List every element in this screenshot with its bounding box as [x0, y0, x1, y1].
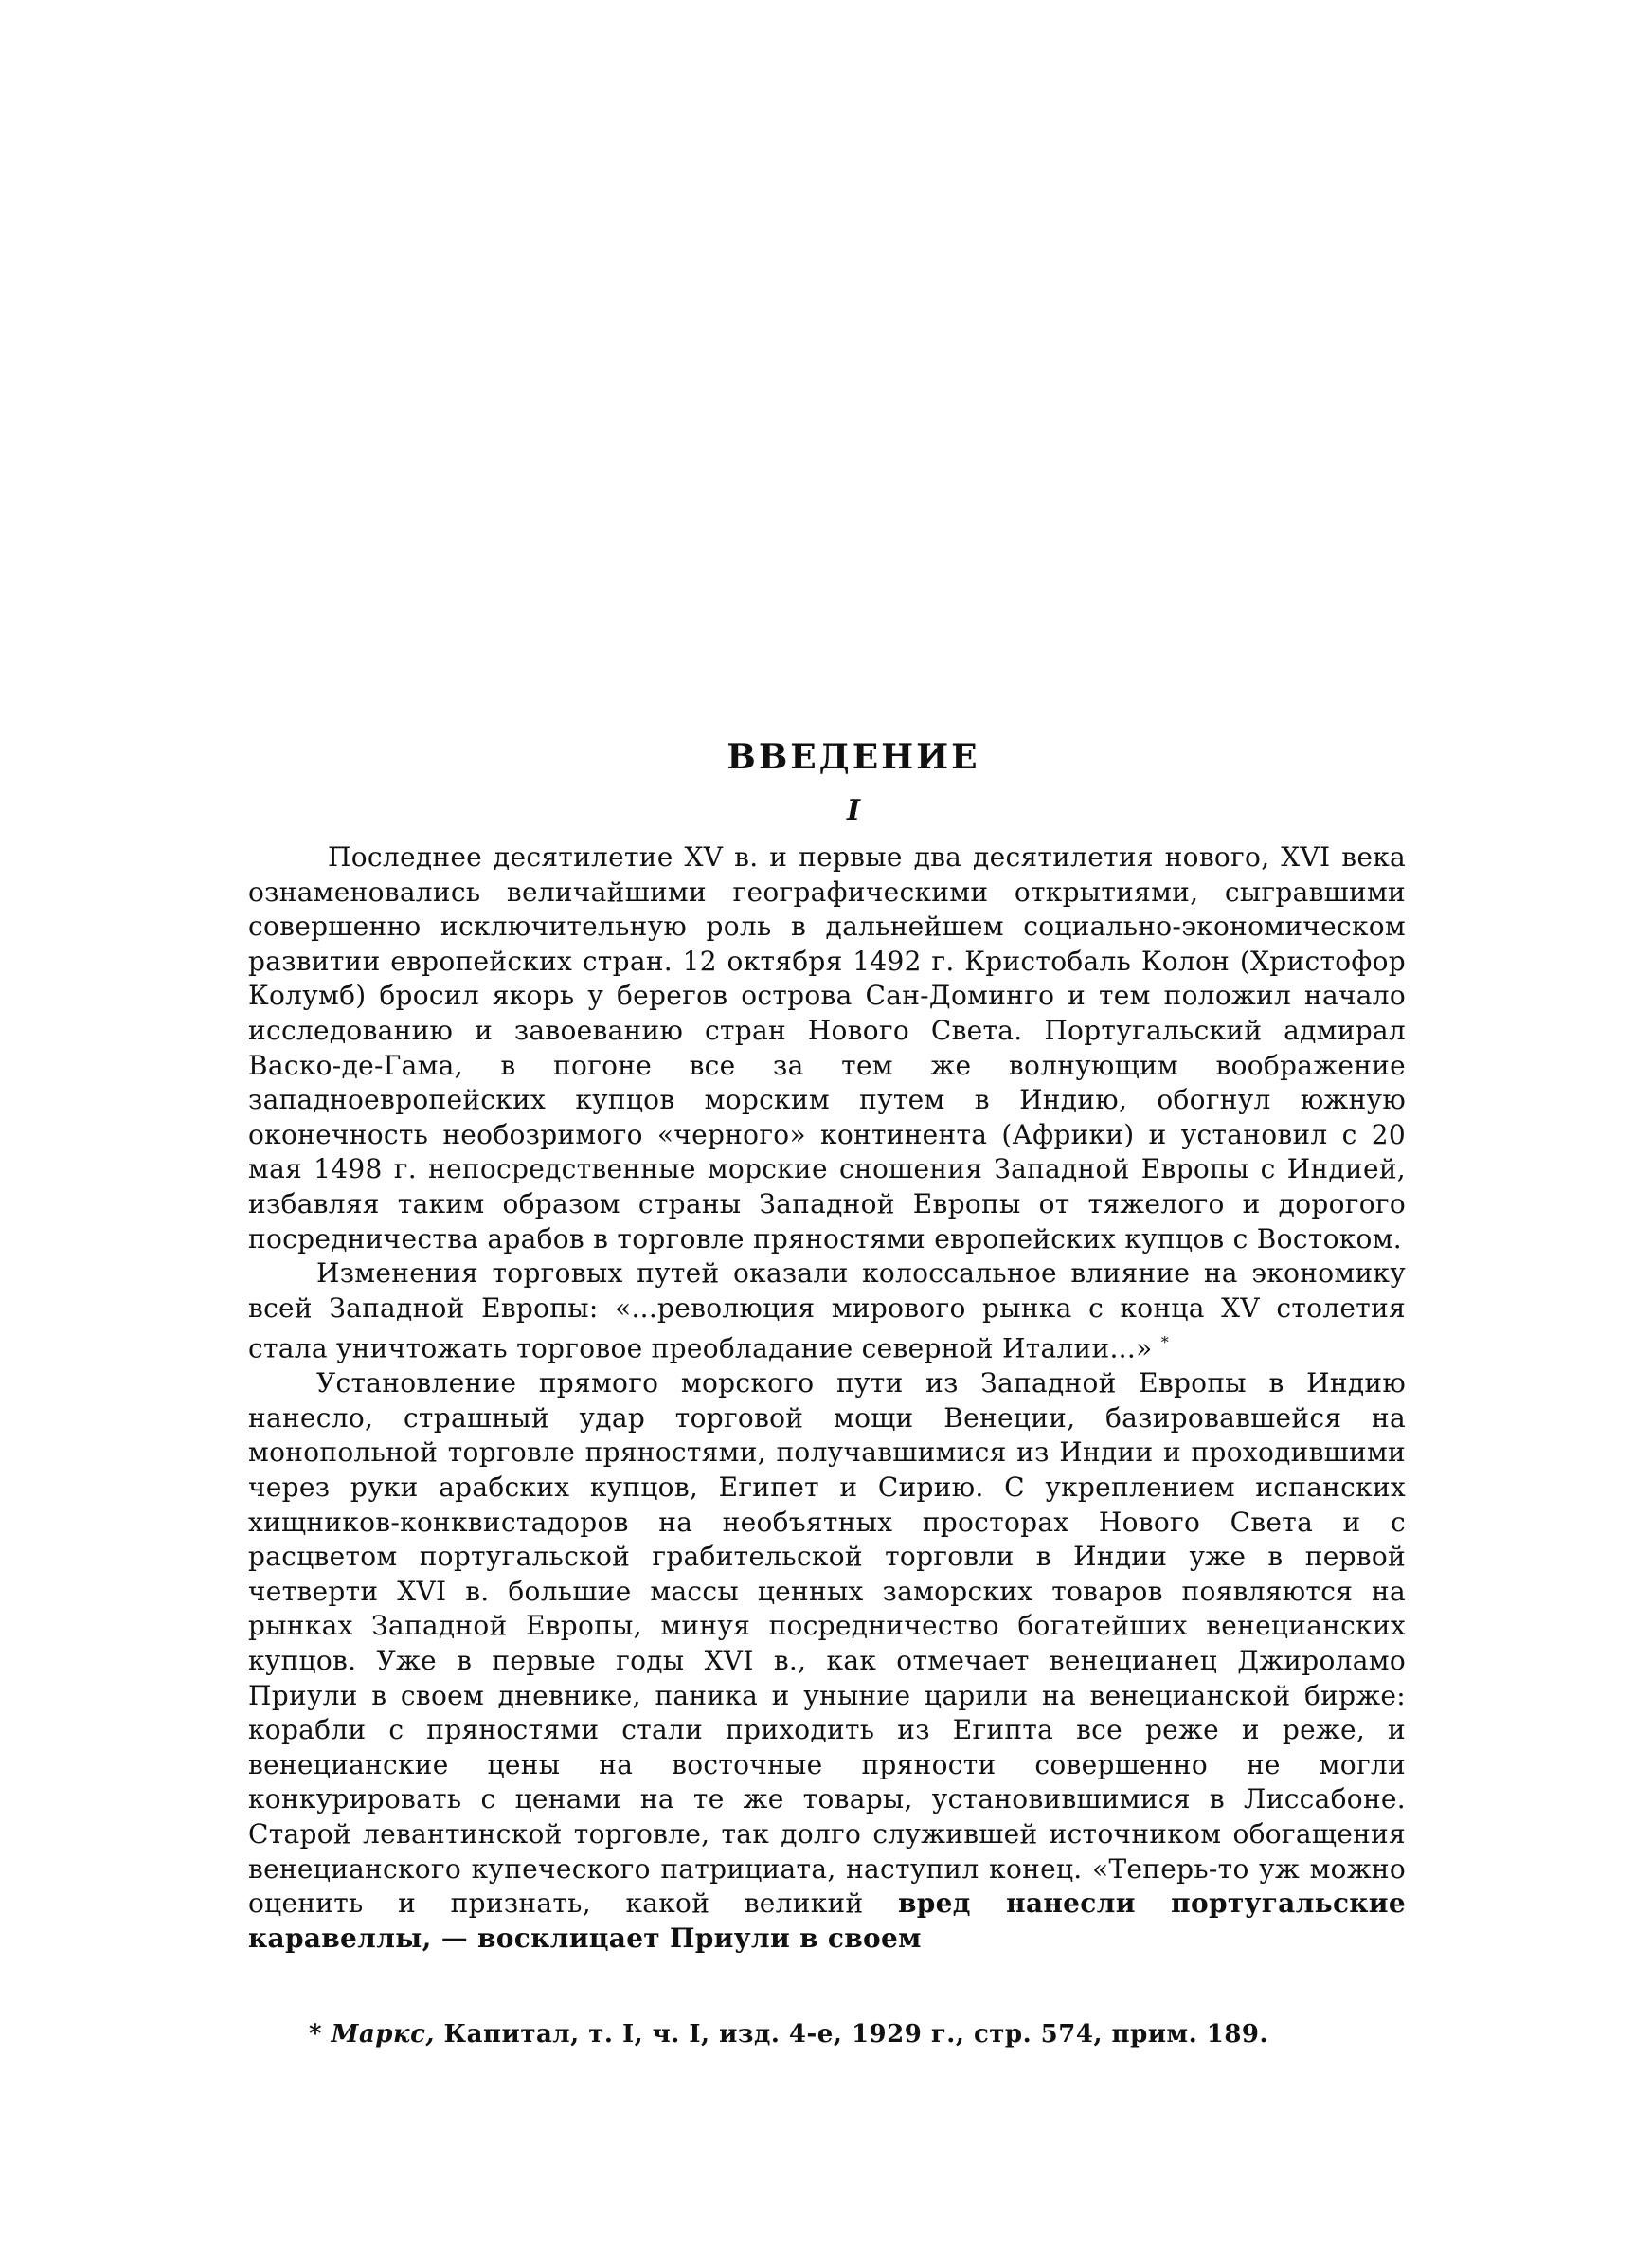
footnote-marker: * — [309, 2020, 323, 2049]
chapter-title: ВВЕДЕНИЕ — [727, 737, 980, 777]
paragraph-2-text: Изменения торговых путей оказали колоссальное влияние на экономику всей Западной Европы: «...революция мирового рынка с конца XV столетия стала уничтожать торговое преобладание северной Италии...» — [248, 1257, 1406, 1364]
page-body — [248, 737, 1406, 1956]
footnote-reference-marker: * — [1160, 1333, 1170, 1352]
section-number: I — [846, 794, 861, 827]
paragraph-3-text: Установление прямого морского пути из Западной Европы в Индию нанесло, страшный удар торговой мощи Венеции, базировавшейся на монопольной торговле пряностями, получавшимися из Индии и проходившими через руки арабских купцов, Египет и Сирию. С укреплением испанских хищников-конквистадоров на необъятных просторах Нового Света и с расцветом португальской грабительской торговли в Индии уже в первой четверти XVI в. большие массы ценных заморских товаров появляются на рынках Западной Европы, минуя посредничество богатейших венецианских купцов. Уже в первые годы XVI в., как отмечает венецианец Джироламо Приули в своем дневнике, паника и уныние царили на венецианской бирже: корабли с пряностями стали приходить из Египта все реже и реже, и венецианские цены на восточные пряности совершенно не могли конкурировать с ценами на те же товары, установившимися в Лиссабоне. Старой левантинской торговле, так долго служившей источником обогащения венецианского купеческого патрициата, наступил конец. «Теперь-то уж можно оценить и признать, какой великий — [248, 1367, 1406, 1920]
paragraph-3-bold-tail: вред нанесли португальские каравеллы, — восклицает Приули в своем — [248, 1887, 1406, 1954]
paragraph-1: Последнее десятилетие XV в. и первые два десятилетия нового, XVI века ознаменовались величайшими географическими открытиями, сыгравшими совершенно исключительную роль в дальнейшем социально-экономическом развитии европейских стран. 12 октября 1492 г. Кристобаль Колон (Христофор Колумб) бросил якорь у берегов острова Сан-Доминго и тем положил начало исследованию и завоеванию стран Нового Света. Португальский адмирал Васко-де-Гама, в погоне все за тем же волнующим воображение западноевропейских купцов морским путем в Индию, обогнул южную оконечность необозримого «черного» континента (Африки) и установил с 20 мая 1498 г. непосредственные морские сношения Западной Европы с Индией, избавляя таким образом страны Западной Европы от тяжелого и дорогого посредничества арабов в торговле пряностями европейских купцов с Востоком. — [248, 841, 1406, 1255]
footnote-author: Маркс, — [331, 2020, 435, 2049]
footnote — [309, 2020, 1268, 2049]
paragraph-3 — [248, 1366, 1406, 1956]
footnote-citation: Капитал, т. I, ч. I, изд. 4-е, 1929 г., стр. 574, прим. 189. — [443, 2020, 1269, 2049]
paragraph-2 — [248, 1256, 1406, 1366]
